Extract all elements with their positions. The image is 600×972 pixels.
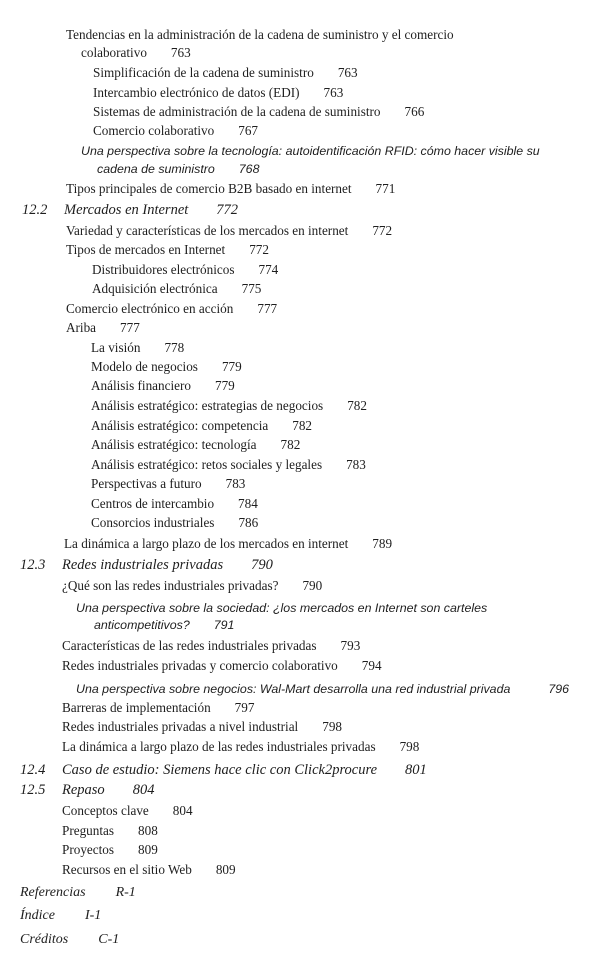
toc-entry: Recursos en el sitio Web 809 <box>62 862 236 877</box>
toc-entry: Perspectivas a futuro 783 <box>91 476 246 491</box>
toc-entry: Proyectos 809 <box>62 842 158 857</box>
toc-entry: Ariba 777 <box>66 320 140 335</box>
toc-entry: Tipos de mercados en Internet 772 <box>66 242 269 257</box>
toc-box-entry: Una perspectiva sobre negocios: Wal-Mart desarrolla una red industrial privada 796 <box>76 682 570 696</box>
toc-entry: Redes industriales privadas y comercio colaborativo 794 <box>62 658 382 673</box>
toc-entry: Características de las redes industriales privadas 793 <box>62 638 361 653</box>
toc-entry: Redes industriales privadas a nivel industrial 798 <box>62 719 343 734</box>
toc-entry: Consorcios industriales 786 <box>91 515 259 530</box>
toc-entry: Distribuidores electrónicos 774 <box>92 262 279 277</box>
toc-entry: Conceptos clave 804 <box>62 803 193 818</box>
toc-box-entry: Una perspectiva sobre la tecnología: autoidentificación RFID: cómo hacer visible su <box>81 144 540 158</box>
toc-entry: Análisis financiero 779 <box>91 378 235 393</box>
toc-entry: Adquisición electrónica 775 <box>92 281 262 296</box>
toc-entry: La visión 778 <box>91 340 185 355</box>
toc-entry: Sistemas de administración de la cadena de suministro 766 <box>93 104 425 119</box>
toc-box-entry: cadena de suministro 768 <box>97 162 260 176</box>
toc-entry: Variedad y características de los mercados en internet 772 <box>66 223 393 238</box>
toc-entry: colaborativo 763 <box>81 45 191 60</box>
toc-entry: Análisis estratégico: competencia 782 <box>91 418 313 433</box>
toc-backmatter-entry: Créditos C-1 <box>20 932 120 947</box>
toc-box-entry: Una perspectiva sobre la sociedad: ¿los mercados en Internet son carteles <box>76 601 488 615</box>
toc-entry: Centros de intercambio 784 <box>91 496 258 511</box>
toc-section-heading: 12.4 Caso de estudio: Siemens hace clic con Click2procure 801 <box>20 762 427 778</box>
toc-backmatter-entry: Índice I-1 <box>20 908 102 923</box>
toc-entry: Análisis estratégico: tecnología 782 <box>91 437 301 452</box>
toc-entry: Análisis estratégico: retos sociales y legales 783 <box>91 457 366 472</box>
toc-entry: Intercambio electrónico de datos (EDI) 763 <box>93 85 344 100</box>
toc-entry: Modelo de negocios 779 <box>91 359 242 374</box>
toc-entry: Comercio colaborativo 767 <box>93 123 258 138</box>
toc-box-entry: anticompetitivos? 791 <box>94 618 235 632</box>
toc-entry: Tendencias en la administración de la cadena de suministro y el comercio <box>66 27 454 42</box>
toc-entry: Comercio electrónico en acción 777 <box>66 301 278 316</box>
toc-entry: Preguntas 808 <box>62 823 158 838</box>
toc-entry: Tipos principales de comercio B2B basado en internet 771 <box>66 181 396 196</box>
toc-section-heading: 12.3 Redes industriales privadas 790 <box>20 557 273 573</box>
toc-section-heading: 12.2 Mercados en Internet 772 <box>22 202 239 218</box>
toc-entry: ¿Qué son las redes industriales privadas? 790 <box>62 578 323 593</box>
toc-section-heading: 12.5 Repaso 804 <box>20 782 155 798</box>
toc-entry: Análisis estratégico: estrategias de negocios 782 <box>91 398 367 413</box>
toc-entry: Simplificación de la cadena de suministro 763 <box>93 65 358 80</box>
toc-backmatter-entry: Referencias R-1 <box>20 885 136 900</box>
toc-entry: Barreras de implementación 797 <box>62 700 255 715</box>
toc-entry: La dinámica a largo plazo de los mercados en internet 789 <box>64 536 393 551</box>
toc-entry: La dinámica a largo plazo de las redes industriales privadas 798 <box>62 739 420 754</box>
